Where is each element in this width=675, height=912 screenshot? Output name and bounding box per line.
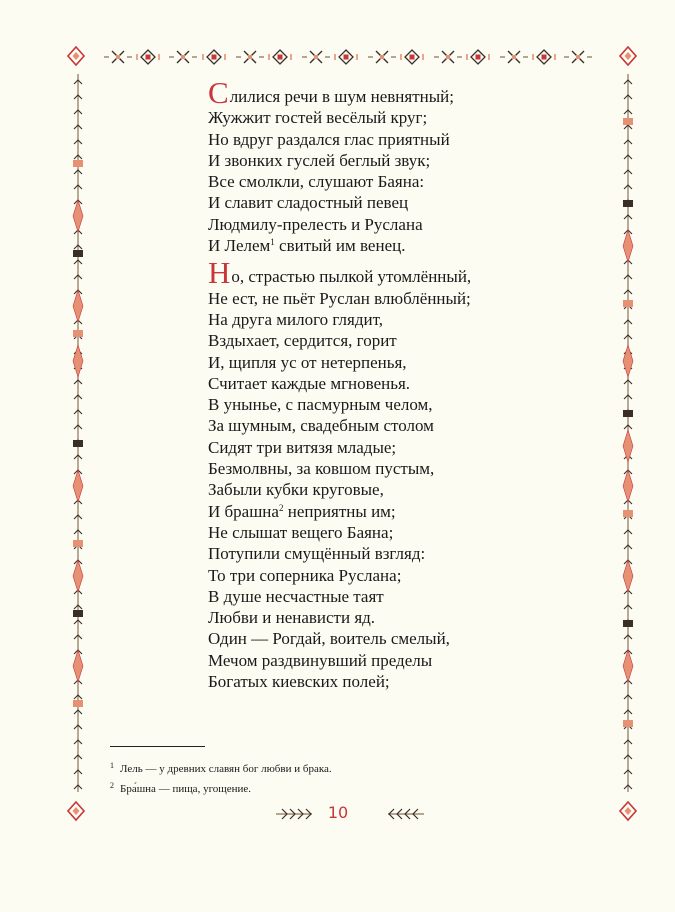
folk-pattern-icon bbox=[564, 51, 592, 63]
poem-line: Богатых киевских полей; bbox=[208, 672, 390, 692]
arrow-pattern-icon bbox=[388, 809, 424, 819]
poem-line: И, щипля ус от нетерпенья, bbox=[208, 352, 407, 372]
diamond-corner-icon bbox=[68, 47, 84, 65]
poem-line: И звонких гуслей беглый звук; bbox=[208, 150, 431, 170]
poem-line: Мечом раздвинувший пределы bbox=[208, 650, 433, 670]
diamond-corner-icon bbox=[68, 802, 84, 820]
footnote-mark: 1 bbox=[270, 237, 275, 248]
diamond-corner-icon bbox=[620, 47, 636, 65]
poem-line: Любви и ненависти яд. bbox=[208, 608, 376, 628]
folk-pattern-icon bbox=[104, 51, 132, 63]
folk-pattern-icon bbox=[269, 50, 291, 64]
poem-line: За шумным, свадебным столом bbox=[208, 416, 434, 436]
drop-cap: Н bbox=[208, 255, 231, 291]
folk-pattern-icon bbox=[236, 51, 264, 63]
folk-pattern-icon bbox=[368, 51, 396, 63]
folk-pattern-icon bbox=[302, 51, 330, 63]
folk-pattern-icon bbox=[203, 50, 225, 64]
poem-line: Вздыхает, сердится, горит bbox=[208, 331, 397, 351]
footnote-mark: 2 bbox=[278, 502, 284, 513]
page-number: 10 bbox=[327, 803, 349, 822]
folk-pattern-icon bbox=[500, 51, 528, 63]
poem-line: Потупили смущённый взгляд: bbox=[208, 544, 426, 564]
stanza-1 bbox=[208, 75, 471, 256]
arrow-pattern-icon bbox=[276, 809, 312, 819]
poem-line: Все смолкли, слушают Баяна: bbox=[208, 172, 425, 192]
folk-pattern-icon bbox=[401, 50, 423, 64]
poem-line: Сидят три витязя младые; bbox=[208, 437, 397, 457]
poem-line: Людмилу-прелесть и Руслана bbox=[208, 214, 423, 234]
poem-line: Не ест, не пьёт Руслан влюблённый; bbox=[208, 288, 471, 308]
poem-line: На друга милого глядит, bbox=[208, 309, 383, 329]
footnote-item: $^2$ Бра́шна — пища, угощение. bbox=[110, 780, 252, 795]
arrow-pattern-icon bbox=[623, 74, 633, 792]
footnote-item: $^1$ Лель — у древних славян бог любви и брака. bbox=[110, 761, 332, 775]
poem-line: В унынье, с пасмурным челом, bbox=[208, 395, 433, 415]
poem-text bbox=[208, 75, 472, 702]
folk-pattern-icon bbox=[434, 51, 462, 63]
drop-cap: С bbox=[208, 75, 229, 110]
poem-line: И славит сладостный певец bbox=[208, 193, 409, 213]
folk-pattern-icon bbox=[533, 50, 555, 64]
poem-line: Но, страстью пылкой утомлённый, bbox=[208, 255, 472, 291]
folk-pattern-icon bbox=[169, 51, 197, 63]
folk-pattern-icon bbox=[335, 50, 357, 64]
poem-line: Один — Рогдай, воитель смелый, bbox=[208, 629, 450, 649]
arrow-pattern-icon bbox=[73, 74, 83, 792]
folk-pattern-icon bbox=[137, 50, 159, 64]
poem-line: Забыли кубки круговые, bbox=[208, 480, 384, 500]
poem-line: Но вдруг раздался глас приятный bbox=[208, 129, 450, 149]
poem-line: В душе несчастные таят bbox=[208, 586, 384, 606]
poem-line: Слилися речи в шум невнятный; bbox=[208, 75, 454, 110]
diamond-corner-icon bbox=[620, 802, 636, 820]
poem-line: То три соперника Руслана; bbox=[208, 565, 402, 585]
footnote-divider bbox=[110, 746, 205, 747]
poem-line: И брашна$^2$ неприятны им; bbox=[208, 501, 396, 521]
stanza-2 bbox=[208, 255, 472, 692]
poem-line: Не слышат вещего Баяна; bbox=[208, 522, 394, 542]
poem-line: И Лелем$^1$ свитый им венец. bbox=[208, 236, 406, 256]
poem-line: Безмолвны, за ковшом пустым, bbox=[208, 459, 435, 479]
poem-line: Жужжит гостей весёлый круг; bbox=[208, 108, 428, 128]
folk-pattern-icon bbox=[467, 50, 489, 64]
poem-line: Считает каждые мгновенья. bbox=[208, 373, 411, 393]
footnotes bbox=[110, 758, 332, 797]
